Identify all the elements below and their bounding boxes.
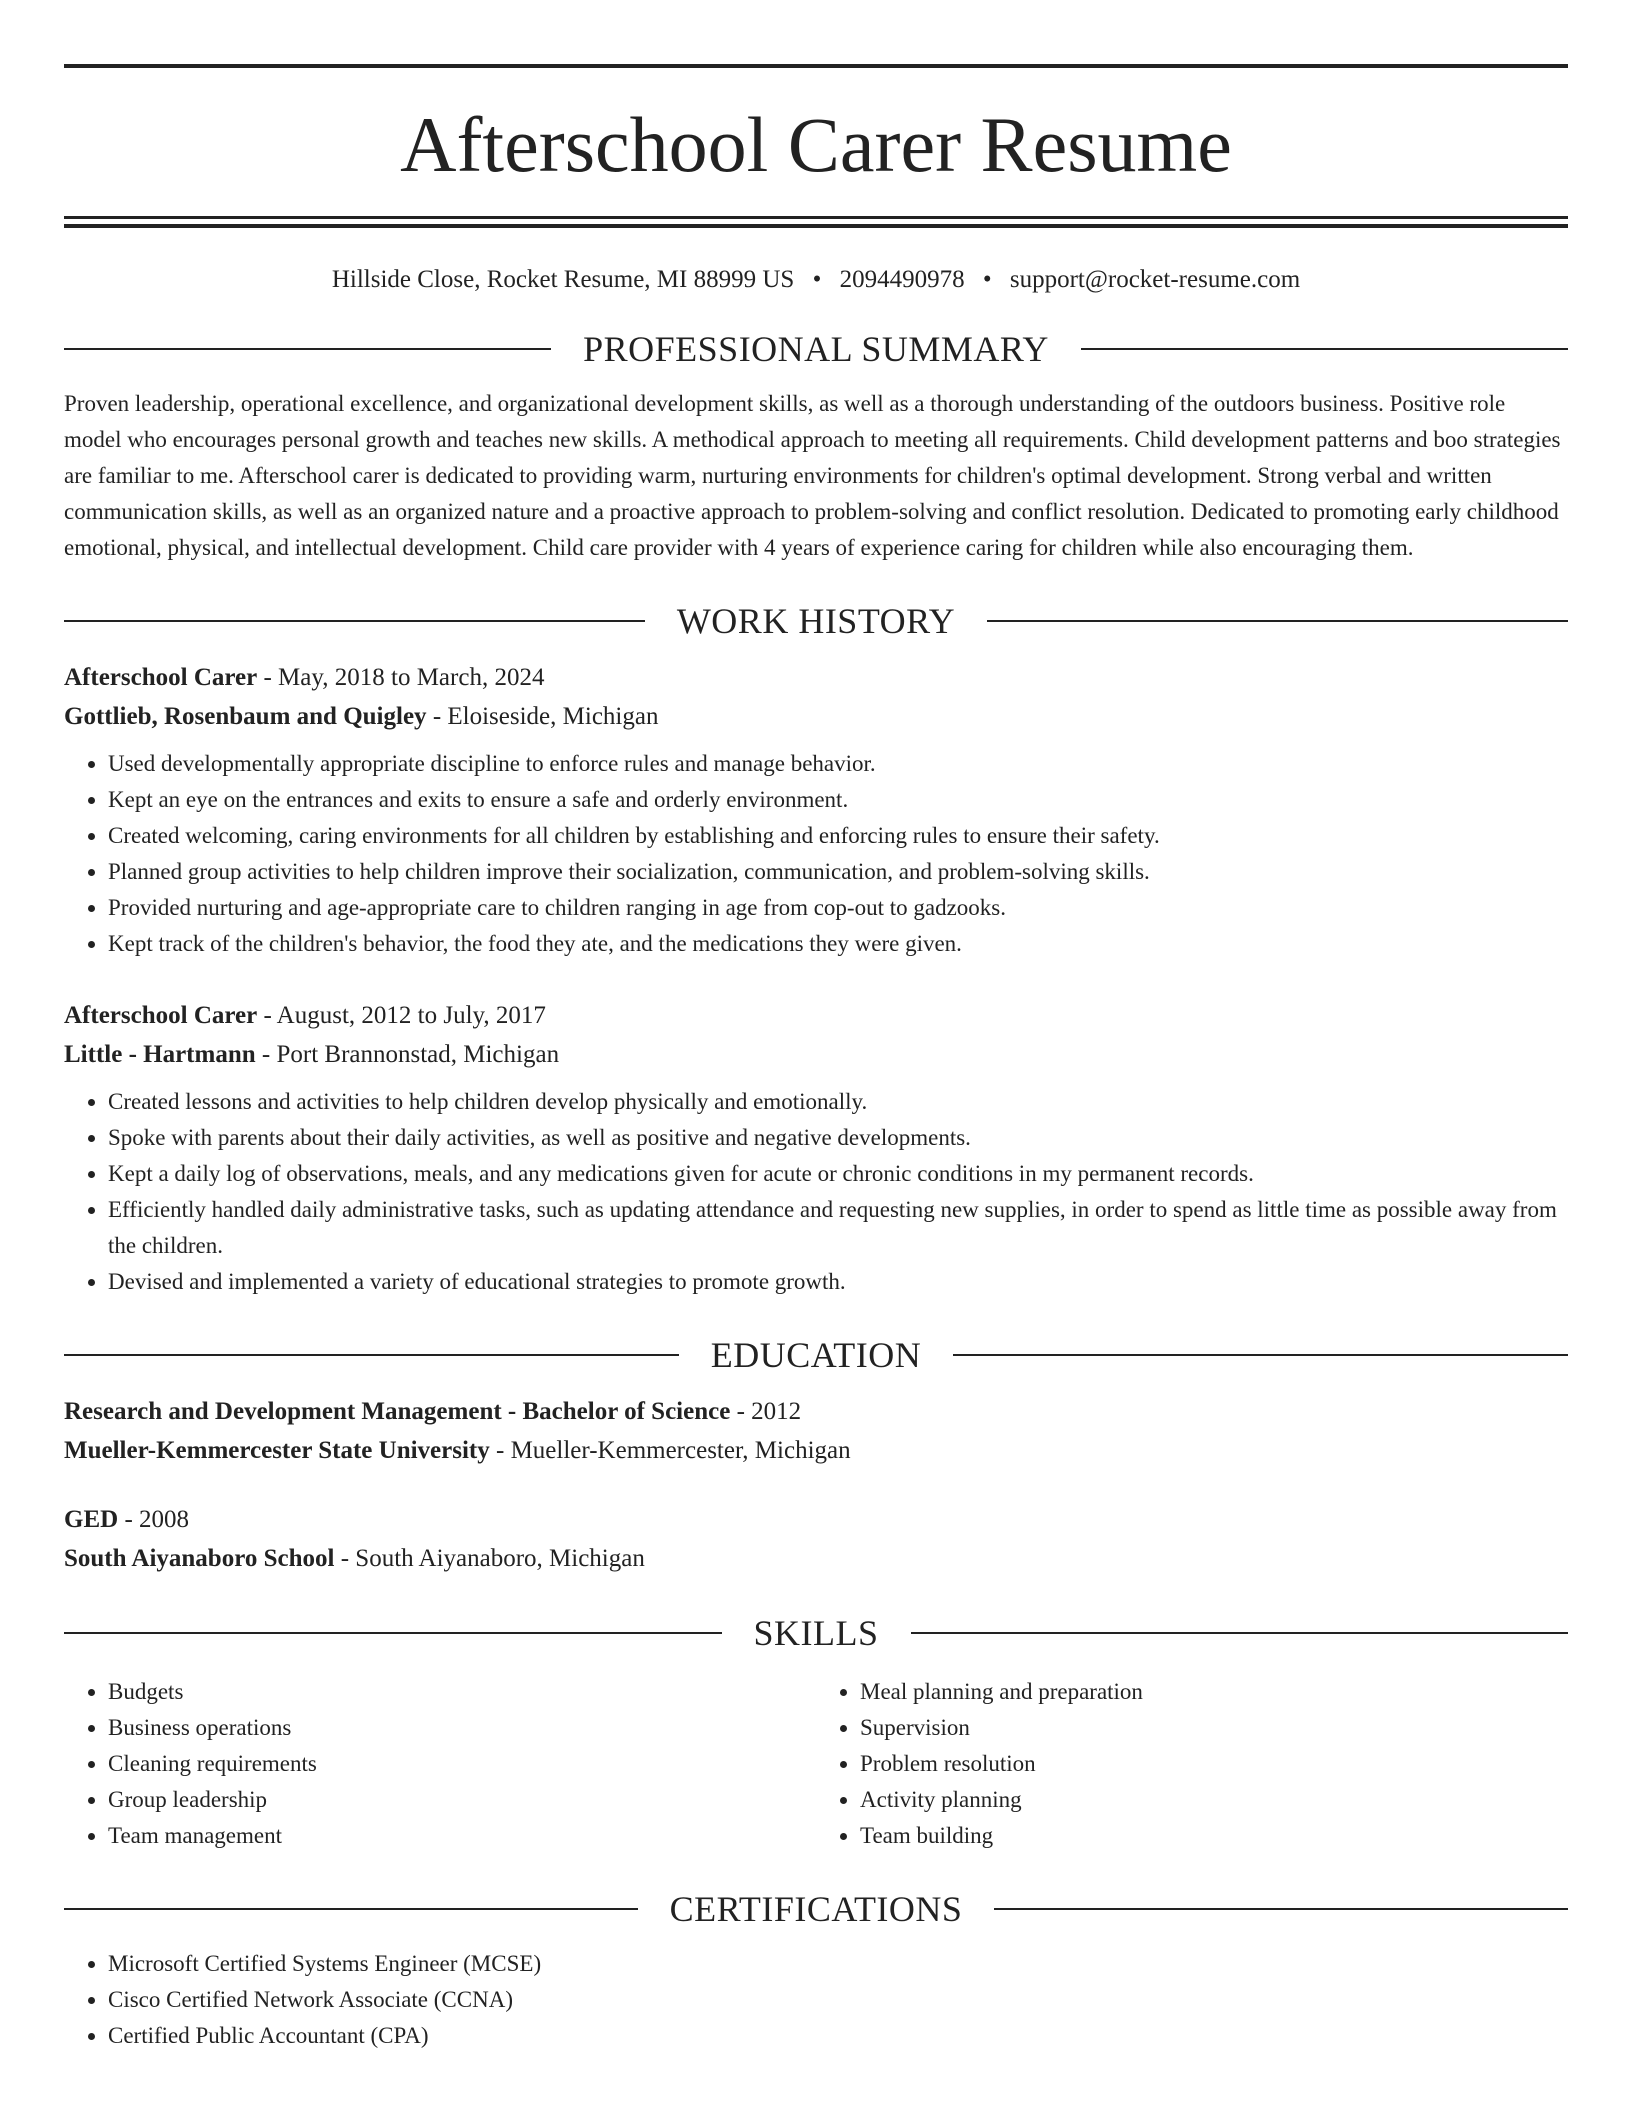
contact-line [64, 266, 1568, 294]
job-company-line: Gottlieb, Rosenbaum and Quigley - Eloiseside, Michigan [64, 703, 659, 730]
section-rule [994, 1908, 1568, 1910]
job-bullet: • Efficiently handled daily administrative tasks, such as updating attendance and requesting new supplies, in order to spend as little time as possible away from the children. [108, 1192, 1568, 1264]
skill-item: • Meal planning and preparation [860, 1674, 1568, 1710]
skill-item: • Business operations [108, 1710, 816, 1746]
skill-item: • Team building [860, 1818, 1568, 1854]
section-rule [1081, 348, 1568, 350]
education-school: South Aiyanaboro School [64, 1545, 335, 1572]
job-entry [64, 996, 1568, 1300]
job-role: Afterschool Carer [64, 664, 258, 691]
section-header-certifications [64, 1888, 1568, 1930]
section-rule [64, 620, 645, 622]
skill-item: • Activity planning [860, 1782, 1568, 1818]
section-rule [987, 620, 1568, 622]
job-bullet: • Provided nurturing and age-appropriate care to children ranging in age from cop-out to gadzooks. [108, 890, 1568, 926]
contact-address: Hillside Close, Rocket Resume, MI 88999 US [331, 266, 795, 293]
skills-grid [64, 1670, 1568, 1854]
section-rule [64, 1632, 722, 1634]
job-entry [64, 658, 1568, 962]
section-rule [64, 1908, 638, 1910]
title-double-rule [64, 216, 1568, 228]
top-rule [64, 64, 1568, 68]
certifications-bullets [64, 1946, 1568, 2054]
job-role-line: Afterschool Carer - May, 2018 to March, 2024 [64, 664, 545, 691]
skill-item: • Team management [108, 1818, 816, 1854]
skill-item: • Budgets [108, 1674, 816, 1710]
contact-separator: • [812, 266, 822, 293]
job-location: Port Brannonstad, Michigan [276, 1041, 560, 1068]
section-header-skills [64, 1612, 1568, 1654]
section-title-work: WORK HISTORY [676, 601, 956, 641]
education-entry [64, 1500, 1568, 1578]
job-bullet: • Created lessons and activities to help children develop physically and emotionally. [108, 1084, 1568, 1120]
education-degree-line: GED - 2008 [64, 1506, 190, 1533]
education-location: South Aiyanaboro, Michigan [355, 1545, 645, 1572]
certification-item: • Cisco Certified Network Associate (CCNA) [108, 1982, 1568, 2018]
section-header-summary [64, 328, 1568, 370]
skill-item: • Problem resolution [860, 1746, 1568, 1782]
job-company: Little - Hartmann [64, 1041, 256, 1068]
section-title-summary: PROFESSIONAL SUMMARY [583, 329, 1049, 369]
education-year: 2008 [139, 1506, 190, 1533]
resume-title: Afterschool Carer Resume [400, 101, 1232, 188]
section-title-skills: SKILLS [753, 1613, 879, 1653]
contact-separator: • [982, 266, 992, 293]
section-rule [64, 1354, 679, 1356]
section-rule [64, 348, 551, 350]
job-dates: May, 2018 to March, 2024 [278, 664, 545, 691]
job-bullet: • Used developmentally appropriate discipline to enforce rules and manage behavior. [108, 746, 1568, 782]
contact-email[interactable]: support@rocket-resume.com [1009, 266, 1301, 293]
job-location: Eloiseside, Michigan [447, 703, 659, 730]
job-bullet: • Kept a daily log of observations, meals, and any medications given for acute or chronic conditions in my permanent records. [108, 1156, 1568, 1192]
certifications-list [64, 1946, 1568, 2054]
section-rule [953, 1354, 1568, 1356]
job-bullet: • Kept an eye on the entrances and exits to ensure a safe and orderly environment. [108, 782, 1568, 818]
certification-item: • Certified Public Accountant (CPA) [108, 2018, 1568, 2054]
job-bullet: • Devised and implemented a variety of educational strategies to promote growth. [108, 1264, 1568, 1300]
education-school: Mueller-Kemmercester State University [64, 1437, 490, 1464]
contact-phone: 2094490978 [839, 266, 965, 293]
education-school-line: South Aiyanaboro School - South Aiyanaboro, Michigan [64, 1545, 645, 1572]
job-company: Gottlieb, Rosenbaum and Quigley [64, 703, 427, 730]
education-school-line: Mueller-Kemmercester State University - Mueller-Kemmercester, Michigan [64, 1437, 851, 1464]
job-bullets [64, 746, 1568, 962]
job-bullets [64, 1084, 1568, 1300]
job-role-line: Afterschool Carer - August, 2012 to July, 2017 [64, 1002, 546, 1029]
education-year: 2012 [751, 1398, 802, 1425]
section-header-work [64, 600, 1568, 642]
section-title-education: EDUCATION [710, 1335, 922, 1375]
skills-column-left [64, 1674, 816, 1854]
skill-item: • Supervision [860, 1710, 1568, 1746]
section-header-education [64, 1334, 1568, 1376]
education-location: Mueller-Kemmercester, Michigan [510, 1437, 851, 1464]
education-degree: GED [64, 1506, 119, 1533]
education-degree-line: Research and Development Management - Bachelor of Science - 2012 [64, 1398, 802, 1425]
job-bullet: • Spoke with parents about their daily activities, as well as positive and negative developments. [108, 1120, 1568, 1156]
section-rule [911, 1632, 1569, 1634]
education-degree: Research and Development Management - Bachelor of Science [64, 1398, 731, 1425]
certification-item: • Microsoft Certified Systems Engineer (MCSE) [108, 1946, 1568, 1982]
job-bullet: • Created welcoming, caring environments for all children by establishing and enforcing rules to ensure their safety. [108, 818, 1568, 854]
resume-page [64, 0, 1568, 2054]
skill-item: • Cleaning requirements [108, 1746, 816, 1782]
job-company-line: Little - Hartmann - Port Brannonstad, Michigan [64, 1041, 560, 1068]
summary-text: Proven leadership, operational excellence, and organizational development skills, as well as a thorough understanding of the outdoors business. Positive role model who encourages personal growth and teaches new skills. A methodical approach to meeting all requirements. Child development patterns and boo strategies are familiar to me. Afterschool carer is dedicated to providing warm, nurturing environments for children's optimal development. Strong verbal and written communication skills, as well as an organized nature and a proactive approach to problem-solving and conflict resolution. Dedicated to promoting early childhood emotional, physical, and intellectual development. Child care provider with 4 years of experience caring for children while also encouraging them. [64, 391, 1561, 560]
job-role: Afterschool Carer [64, 1002, 258, 1029]
education-entry [64, 1392, 1568, 1470]
section-title-certifications: CERTIFICATIONS [669, 1889, 963, 1929]
skills-column-right [816, 1674, 1568, 1854]
job-bullet: • Kept track of the children's behavior, the food they ate, and the medications they were given. [108, 926, 1568, 962]
job-bullet: • Planned group activities to help children improve their socialization, communication, and problem-solving skills. [108, 854, 1568, 890]
job-dates: August, 2012 to July, 2017 [276, 1002, 546, 1029]
skill-item: • Group leadership [108, 1782, 816, 1818]
